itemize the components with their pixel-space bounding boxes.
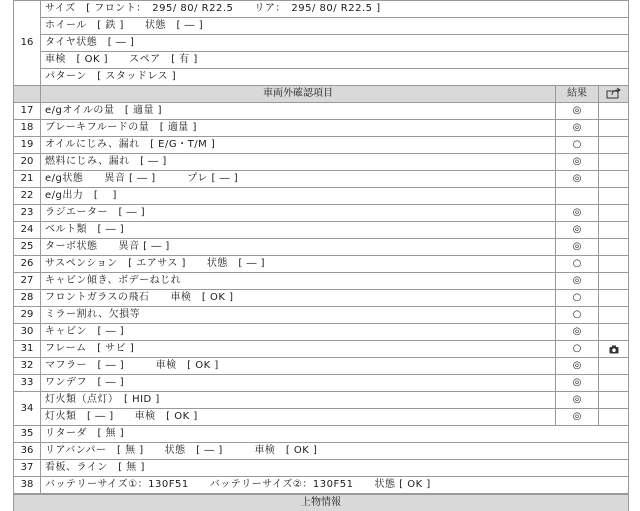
extra-cell — [599, 188, 629, 205]
result-mark: ◎ — [556, 120, 599, 137]
section-header-row — [14, 86, 629, 103]
tire-pattern-text: パターン [ スタッドレス ] — [41, 69, 629, 86]
item-text: フロントガラスの飛石 車検 [ OK ] — [41, 290, 556, 307]
table-row — [14, 222, 629, 239]
result-mark: ◎ — [556, 358, 599, 375]
row-number: 27 — [14, 273, 41, 290]
table-row — [14, 273, 629, 290]
row-number: 18 — [14, 120, 41, 137]
result-mark: ○ — [556, 341, 599, 358]
tire-condition-text: タイヤ状態 [ ― ] — [41, 35, 629, 52]
extra-cell — [599, 256, 629, 273]
result-mark: ◎ — [556, 222, 599, 239]
table-row — [14, 426, 629, 443]
item-text: 燃料にじみ、漏れ [ ― ] — [41, 154, 556, 171]
extra-cell — [599, 358, 629, 375]
row-number: 20 — [14, 154, 41, 171]
row-number: 25 — [14, 239, 41, 256]
item-text: ミラー割れ、欠損等 — [41, 307, 556, 324]
item-text: キャビン傾き、ボデーねじれ — [41, 273, 556, 290]
row-number: 30 — [14, 324, 41, 341]
table-row — [14, 103, 629, 120]
row-number: 16 — [14, 1, 41, 86]
item-text: オイルにじみ、漏れ [ E/G・T/M ] — [41, 137, 556, 154]
extra-cell — [599, 171, 629, 188]
table-row — [14, 477, 629, 494]
result-mark: ◎ — [556, 375, 599, 392]
item-text: フレーム [ サビ ] — [41, 341, 556, 358]
row-number: 37 — [14, 460, 41, 477]
extra-cell — [599, 222, 629, 239]
table-row — [14, 460, 629, 477]
extra-cell — [599, 103, 629, 120]
extra-cell — [599, 239, 629, 256]
footer-table — [13, 494, 629, 511]
item-text: ブレーキフルードの量 [ 適量 ] — [41, 120, 556, 137]
item-text: 灯火類（点灯） [ HID ] — [41, 392, 556, 409]
table-row — [14, 120, 629, 137]
item-text: マフラー [ ― ] 車検 [ OK ] — [41, 358, 556, 375]
item-text: e/gオイルの量 [ 適量 ] — [41, 103, 556, 120]
inspection-sheet — [13, 0, 628, 511]
result-mark: ◎ — [556, 171, 599, 188]
row-number: 26 — [14, 256, 41, 273]
item-text: ワンデフ [ ― ] — [41, 375, 556, 392]
result-mark: ◎ — [556, 154, 599, 171]
row-number: 33 — [14, 375, 41, 392]
result-mark: ◎ — [556, 205, 599, 222]
footer-title: 上物情報 — [14, 495, 629, 511]
row-number: 28 — [14, 290, 41, 307]
item-text: e/g出力 [ ] — [41, 188, 556, 205]
item-text: 灯火類 [ ― ] 車検 [ OK ] — [41, 409, 556, 426]
tire-row — [14, 69, 629, 86]
item-text: e/g状態 異音 [ ― ] プレ [ ― ] — [41, 171, 556, 188]
table-row — [14, 443, 629, 460]
table-row — [14, 290, 629, 307]
result-mark: ○ — [556, 290, 599, 307]
table-row — [14, 256, 629, 273]
result-header: 結果 — [556, 86, 599, 103]
extra-cell — [599, 120, 629, 137]
tire-row — [14, 1, 629, 18]
item-text: ベルト類 [ ― ] — [41, 222, 556, 239]
extra-cell[interactable] — [599, 341, 629, 358]
item-text: バッテリーサイズ①：130F51 バッテリーサイズ②：130F51 状態 [ OK ] — [41, 477, 629, 494]
result-mark: ◎ — [556, 392, 599, 409]
row-number: 22 — [14, 188, 41, 205]
result-mark: ◎ — [556, 409, 599, 426]
row-number: 32 — [14, 358, 41, 375]
row-number: 36 — [14, 443, 41, 460]
extra-cell — [599, 137, 629, 154]
item-text: 看板、ライン [ 無 ] — [41, 460, 629, 477]
extra-cell — [599, 307, 629, 324]
extra-cell — [599, 324, 629, 341]
extra-cell — [599, 205, 629, 222]
result-mark: ◎ — [556, 273, 599, 290]
table-row — [14, 358, 629, 375]
result-mark: ◎ — [556, 324, 599, 341]
tire-row — [14, 52, 629, 69]
tire-row — [14, 35, 629, 52]
table-row — [14, 324, 629, 341]
row-number: 21 — [14, 171, 41, 188]
header-blank — [14, 86, 41, 103]
row-number: 35 — [14, 426, 41, 443]
extra-cell — [599, 392, 629, 409]
tire-size-text: サイズ [ フロント： 295/ 80/ R22.5 リア： 295/ 80/ R22.5 ] — [41, 1, 629, 18]
item-text: サスペンション [ エアサス ] 状態 [ ― ] — [41, 256, 556, 273]
row-number: 24 — [14, 222, 41, 239]
row-number: 38 — [14, 477, 41, 494]
result-mark: ◎ — [556, 239, 599, 256]
table-row — [14, 392, 629, 409]
extra-cell — [599, 154, 629, 171]
section-title: 車両外確認項目 — [41, 86, 556, 103]
table-row — [14, 171, 629, 188]
extra-cell — [599, 273, 629, 290]
camera-icon[interactable] — [609, 344, 619, 353]
share-icon[interactable] — [606, 87, 622, 99]
result-mark: ◎ — [556, 103, 599, 120]
extra-cell — [599, 290, 629, 307]
row-number: 17 — [14, 103, 41, 120]
table-row — [14, 307, 629, 324]
table-row — [14, 188, 629, 205]
row-number: 29 — [14, 307, 41, 324]
row-number: 19 — [14, 137, 41, 154]
table-row — [14, 375, 629, 392]
wheel-text: ホイール [ 鉄 ] 状態 [ ― ] — [41, 18, 629, 35]
item-text: キャビン [ ― ] — [41, 324, 556, 341]
item-text: ラジエーター [ ― ] — [41, 205, 556, 222]
item-text: ターボ状態 異音 [ ― ] — [41, 239, 556, 256]
result-mark: ○ — [556, 137, 599, 154]
inspection-spare-text: 車検 [ OK ] スペア [ 有 ] — [41, 52, 629, 69]
inspection-table — [13, 0, 629, 494]
table-row — [14, 409, 629, 426]
extra-cell — [599, 375, 629, 392]
result-mark: ○ — [556, 256, 599, 273]
table-row — [14, 154, 629, 171]
row-number: 34 — [14, 392, 41, 426]
footer-row — [14, 495, 629, 511]
share-cell[interactable] — [599, 86, 629, 103]
result-mark: ○ — [556, 307, 599, 324]
extra-cell — [599, 409, 629, 426]
tire-row — [14, 18, 629, 35]
row-number: 31 — [14, 341, 41, 358]
item-text: リターダ [ 無 ] — [41, 426, 629, 443]
row-number: 23 — [14, 205, 41, 222]
item-text: リアバンパー [ 無 ] 状態 [ ― ] 車検 [ OK ] — [41, 443, 629, 460]
table-row — [14, 341, 629, 358]
table-row — [14, 205, 629, 222]
result-mark — [556, 188, 599, 205]
table-row — [14, 239, 629, 256]
table-row — [14, 137, 629, 154]
